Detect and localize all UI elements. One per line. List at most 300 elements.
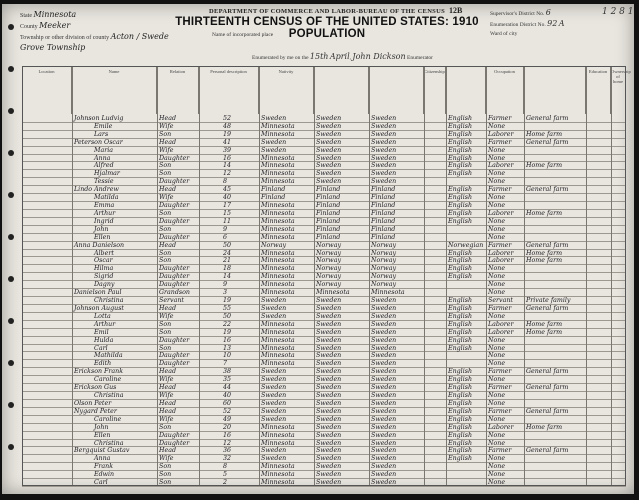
cell-ind: Home farm xyxy=(526,423,563,431)
column-header: Education xyxy=(586,66,611,114)
cell-ind: Home farm xyxy=(526,257,563,265)
cell-fb: Sweden xyxy=(316,431,342,439)
cell-birth: Minnesota xyxy=(261,328,295,336)
cell-lang: English xyxy=(448,344,472,352)
cell-rel: Daughter xyxy=(159,273,190,281)
cell-age: 45 xyxy=(223,186,232,194)
cell-mb: Finland xyxy=(371,225,396,233)
cell-name: Arthur xyxy=(94,320,116,328)
cell-fb: Sweden xyxy=(316,320,342,328)
cell-lang: English xyxy=(448,407,472,415)
cell-age: 20 xyxy=(223,423,232,431)
cell-age: 14 xyxy=(223,162,232,170)
cell-rel: Son xyxy=(159,162,172,170)
cell-birth: Sweden xyxy=(261,138,287,146)
cell-fb: Sweden xyxy=(316,479,342,487)
enumerated-line: Enumerated by me on the 15th April, John Dickson Enumerator xyxy=(252,52,433,61)
column-header: Occupation xyxy=(486,66,524,114)
cell-rel: Daughter xyxy=(159,233,190,241)
cell-rel: Head xyxy=(159,138,177,146)
cell-occ: Farmer xyxy=(488,384,512,392)
cell-mb: Sweden xyxy=(371,360,397,368)
cell-mb: Sweden xyxy=(371,122,397,130)
cell-age: 24 xyxy=(223,249,232,257)
cell-ind: General farm xyxy=(526,407,569,415)
binder-hole xyxy=(8,108,14,114)
cell-birth: Minnesota xyxy=(261,439,295,447)
cell-lang: English xyxy=(448,202,472,210)
column-header: Name xyxy=(72,66,157,114)
cell-fb: Sweden xyxy=(316,344,342,352)
cell-ind: Home farm xyxy=(526,162,563,170)
cell-birth: Sweden xyxy=(261,407,287,415)
cell-rel: Son xyxy=(159,344,172,352)
cell-rel: Son xyxy=(159,423,172,431)
binder-hole xyxy=(8,66,14,72)
cell-birth: Minnesota xyxy=(261,423,295,431)
cell-occ: None xyxy=(488,273,506,281)
cell-rel: Head xyxy=(159,186,177,194)
cell-occ: None xyxy=(488,281,506,289)
cell-mb: Sweden xyxy=(371,399,397,407)
cell-occ: Farmer xyxy=(488,407,512,415)
cell-birth: Minnesota xyxy=(261,209,295,217)
binder-hole xyxy=(8,276,14,282)
cell-age: 41 xyxy=(223,138,232,146)
cell-occ: None xyxy=(488,194,506,202)
cell-occ: Laborer xyxy=(488,328,514,336)
cell-age: 52 xyxy=(223,115,232,122)
cell-ind: General farm xyxy=(526,304,569,312)
cell-rel: Son xyxy=(159,320,172,328)
cell-mb: Sweden xyxy=(371,423,397,431)
binder-hole xyxy=(8,192,14,198)
cell-age: 50 xyxy=(223,241,232,249)
cell-rel: Daughter xyxy=(159,202,190,210)
cell-occ: None xyxy=(488,455,506,463)
cell-occ: None xyxy=(488,431,506,439)
enumerator-name: John Dickson xyxy=(352,52,406,61)
cell-age: 17 xyxy=(223,202,232,210)
cell-name: Ellen xyxy=(94,233,111,241)
cell-age: 11 xyxy=(223,217,232,225)
cell-birth: Minnesota xyxy=(261,273,295,281)
cell-mb: Sweden xyxy=(371,463,397,471)
cell-name: Ellen xyxy=(94,431,111,439)
cell-lang: English xyxy=(448,194,472,202)
cell-age: 19 xyxy=(223,130,232,138)
cell-mb: Finland xyxy=(371,233,396,241)
cell-birth: Sweden xyxy=(261,304,287,312)
cell-occ: Farmer xyxy=(488,304,512,312)
cell-mb: Norway xyxy=(371,281,397,289)
cell-rel: Daughter xyxy=(159,439,190,447)
cell-mb: Finland xyxy=(371,202,396,210)
cell-birth: Minnesota xyxy=(261,463,295,471)
cell-occ: None xyxy=(488,146,506,154)
sheet-number: 12B xyxy=(449,6,463,15)
cell-occ: None xyxy=(488,202,506,210)
cell-mb: Sweden xyxy=(371,447,397,455)
cell-name: Olson Peter xyxy=(74,399,112,407)
cell-age: 40 xyxy=(223,194,232,202)
binder-hole xyxy=(8,234,14,240)
cell-age: 9 xyxy=(223,281,228,289)
cell-birth: Minnesota xyxy=(261,162,295,170)
cell-rel: Wife xyxy=(159,194,174,202)
cell-fb: Norway xyxy=(316,281,342,289)
cell-fb: Sweden xyxy=(316,447,342,455)
cell-mb: Sweden xyxy=(371,336,397,344)
cell-birth: Sweden xyxy=(261,447,287,455)
cell-mb: Sweden xyxy=(371,304,397,312)
cell-occ: None xyxy=(488,154,506,162)
cell-rel: Son xyxy=(159,463,172,471)
cell-birth: Minnesota xyxy=(261,249,295,257)
cell-rel: Son xyxy=(159,130,172,138)
binder-hole xyxy=(8,318,14,324)
cell-mb: Sweden xyxy=(371,320,397,328)
cell-name: Oscar xyxy=(94,257,113,265)
cell-fb: Finland xyxy=(316,209,341,217)
cell-birth: Minnesota xyxy=(261,225,295,233)
cell-mb: Sweden xyxy=(371,368,397,376)
cell-mb: Norway xyxy=(371,249,397,257)
cell-birth: Minnesota xyxy=(261,479,295,487)
cell-rel: Wife xyxy=(159,455,174,463)
supervisor-label: Supervisor's District No. xyxy=(490,11,545,17)
cell-name: Christina xyxy=(94,439,124,447)
cell-mb: Norway xyxy=(371,265,397,273)
cell-rel: Son xyxy=(159,479,172,487)
cell-name: John xyxy=(94,225,109,233)
cell-occ: None xyxy=(488,471,506,479)
header-right xyxy=(490,8,630,39)
ward-label: Ward of city xyxy=(490,31,518,37)
binder-hole xyxy=(8,360,14,366)
cell-mb: Sweden xyxy=(371,170,397,178)
cell-name: Carl xyxy=(94,479,108,487)
cell-lang: English xyxy=(448,146,472,154)
cell-ind: General farm xyxy=(526,186,569,194)
cell-fb: Sweden xyxy=(316,115,342,122)
cell-fb: Finland xyxy=(316,202,341,210)
cell-age: 6 xyxy=(223,233,228,241)
cell-occ: None xyxy=(488,178,506,186)
cell-name: Anna xyxy=(94,154,111,162)
cell-rel: Daughter xyxy=(159,431,190,439)
cell-lang: English xyxy=(448,130,472,138)
cell-rel: Daughter xyxy=(159,336,190,344)
cell-rel: Head xyxy=(159,115,177,122)
cell-lang: English xyxy=(448,320,472,328)
cell-name: Carl xyxy=(94,344,108,352)
cell-mb: Norway xyxy=(371,257,397,265)
cell-name: Erickson Gus xyxy=(74,384,117,392)
cell-lang: English xyxy=(448,115,472,122)
cell-birth: Sweden xyxy=(261,415,287,423)
cell-mb: Sweden xyxy=(371,344,397,352)
cell-rel: Head xyxy=(159,447,177,455)
cell-fb: Sweden xyxy=(316,368,342,376)
cell-rel: Daughter xyxy=(159,265,190,273)
cell-fb: Sweden xyxy=(316,352,342,360)
cell-ind: Home farm xyxy=(526,320,563,328)
cell-mb: Norway xyxy=(371,273,397,281)
cell-birth: Sweden xyxy=(261,399,287,407)
cell-fb: Sweden xyxy=(316,312,342,320)
cell-ind: General farm xyxy=(526,368,569,376)
cell-fb: Sweden xyxy=(316,423,342,431)
cell-rel: Son xyxy=(159,257,172,265)
cell-ind: General farm xyxy=(526,384,569,392)
cell-occ: None xyxy=(488,170,506,178)
column-header: Nativity xyxy=(259,66,314,114)
cell-age: 39 xyxy=(223,146,232,154)
cell-birth: Sweden xyxy=(261,115,287,122)
cell-lang: English xyxy=(448,368,472,376)
cell-mb: Norway xyxy=(371,241,397,249)
cell-occ: None xyxy=(488,336,506,344)
cell-rel: Servant xyxy=(159,297,184,305)
cell-fb: Sweden xyxy=(316,170,342,178)
cell-occ: Farmer xyxy=(488,368,512,376)
cell-birth: Minnesota xyxy=(261,471,295,479)
cell-fb: Sweden xyxy=(316,304,342,312)
cell-name: Edwin xyxy=(94,471,115,479)
cell-rel: Son xyxy=(159,170,172,178)
cell-ind: Home farm xyxy=(526,249,563,257)
cell-mb: Sweden xyxy=(371,352,397,360)
cell-mb: Sweden xyxy=(371,130,397,138)
cell-rel: Son xyxy=(159,249,172,257)
cell-rel: Daughter xyxy=(159,217,190,225)
cell-fb: Sweden xyxy=(316,336,342,344)
cell-name: Edith xyxy=(94,360,112,368)
cell-birth: Minnesota xyxy=(261,122,295,130)
cell-mb: Sweden xyxy=(371,312,397,320)
cell-birth: Minnesota xyxy=(261,233,295,241)
cell-birth: Minnesota xyxy=(261,202,295,210)
state-value: Minnesota xyxy=(33,10,77,19)
cell-lang: English xyxy=(448,162,472,170)
cell-age: 16 xyxy=(223,154,232,162)
cell-mb: Sweden xyxy=(371,115,397,122)
cell-rel: Grandson xyxy=(159,289,190,297)
cell-fb: Sweden xyxy=(316,407,342,415)
cell-mb: Sweden xyxy=(371,479,397,487)
cell-mb: Sweden xyxy=(371,384,397,392)
cell-fb: Norway xyxy=(316,249,342,257)
column-header: Location xyxy=(22,66,72,114)
cell-lang: English xyxy=(448,384,472,392)
cell-birth: Minnesota xyxy=(261,352,295,360)
department-heading: DEPARTMENT OF COMMERCE AND LABOR-BUREAU OF THE CENSUS xyxy=(208,8,446,15)
cell-birth: Minnesota xyxy=(261,257,295,265)
place-label: Name of incorporated place xyxy=(212,32,274,38)
cell-lang: English xyxy=(448,209,472,217)
cell-ind: Home farm xyxy=(526,130,563,138)
cell-occ: None xyxy=(488,312,506,320)
cell-fb: Norway xyxy=(316,265,342,273)
cell-age: 40 xyxy=(223,392,232,400)
cell-name: Matilda xyxy=(94,194,119,202)
cell-age: 14 xyxy=(223,273,232,281)
cell-mb: Sweden xyxy=(371,328,397,336)
cell-mb: Sweden xyxy=(371,162,397,170)
cell-name: Alfred xyxy=(94,162,114,170)
cell-occ: Laborer xyxy=(488,249,514,257)
cell-fb: Sweden xyxy=(316,399,342,407)
cell-lang: English xyxy=(448,439,472,447)
cell-occ: None xyxy=(488,392,506,400)
cell-occ: Farmer xyxy=(488,186,512,194)
binder-hole xyxy=(8,444,14,450)
cell-rel: Son xyxy=(159,471,172,479)
cell-occ: None xyxy=(488,479,506,487)
cell-rel: Wife xyxy=(159,146,174,154)
cell-fb: Finland xyxy=(316,233,341,241)
cell-birth: Sweden xyxy=(261,455,287,463)
cell-name: Christina xyxy=(94,392,124,400)
cell-lang: English xyxy=(448,431,472,439)
cell-occ: None xyxy=(488,225,506,233)
cell-birth: Minnesota xyxy=(261,289,295,297)
cell-age: 48 xyxy=(223,122,232,130)
township-value: Acton / Swede Grove Township xyxy=(20,32,169,52)
cell-occ: None xyxy=(488,352,506,360)
cell-age: 15 xyxy=(223,209,232,217)
cell-lang: English xyxy=(448,415,472,423)
cell-occ: Laborer xyxy=(488,320,514,328)
cell-fb: Sweden xyxy=(316,439,342,447)
cell-mb: Sweden xyxy=(371,138,397,146)
cell-name: Lars xyxy=(94,130,109,138)
cell-lang: English xyxy=(448,423,472,431)
cell-rel: Wife xyxy=(159,312,174,320)
cell-name: Emil xyxy=(94,328,109,336)
cell-occ: Laborer xyxy=(488,130,514,138)
cell-occ: None xyxy=(488,122,506,130)
place-line xyxy=(212,32,273,38)
binder-hole xyxy=(8,150,14,156)
enumerated-day: 15th xyxy=(309,52,329,61)
cell-age: 2 xyxy=(223,479,228,487)
cell-age: 12 xyxy=(223,170,232,178)
cell-lang: English xyxy=(448,154,472,162)
cell-occ: None xyxy=(488,399,506,407)
cell-lang: English xyxy=(448,328,472,336)
cell-lang: English xyxy=(448,399,472,407)
cell-fb: Finland xyxy=(316,217,341,225)
cell-age: 36 xyxy=(223,447,232,455)
cell-mb: Sweden xyxy=(371,439,397,447)
cell-age: 32 xyxy=(223,455,232,463)
cell-rel: Daughter xyxy=(159,352,190,360)
enumeration-label: Enumeration District No. xyxy=(490,22,546,28)
cell-name: John xyxy=(94,423,109,431)
cell-fb: Sweden xyxy=(316,455,342,463)
cell-name: Hilma xyxy=(94,265,114,273)
cell-name: Anna xyxy=(94,455,111,463)
cell-fb: Sweden xyxy=(316,138,342,146)
cell-lang: English xyxy=(448,122,472,130)
cell-lang: English xyxy=(448,249,472,257)
cell-lang: English xyxy=(448,392,472,400)
cell-fb: Sweden xyxy=(316,471,342,479)
cell-mb: Sweden xyxy=(371,471,397,479)
cell-birth: Sweden xyxy=(261,368,287,376)
cell-fb: Norway xyxy=(316,257,342,265)
cell-occ: Farmer xyxy=(488,447,512,455)
cell-age: 12 xyxy=(223,439,232,447)
cell-occ: None xyxy=(488,217,506,225)
cell-lang: English xyxy=(448,447,472,455)
cell-rel: Wife xyxy=(159,376,174,384)
cell-lang: English xyxy=(448,265,472,273)
cell-age: 49 xyxy=(223,415,232,423)
cell-lang: English xyxy=(448,273,472,281)
cell-age: 16 xyxy=(223,336,232,344)
township-label: Township or other division of county xyxy=(20,35,110,41)
cell-rel: Daughter xyxy=(159,154,190,162)
cell-occ: None xyxy=(488,376,506,384)
cell-occ: Servant xyxy=(488,297,513,305)
cell-age: 21 xyxy=(223,257,232,265)
cell-occ: Laborer xyxy=(488,423,514,431)
cell-ind: General farm xyxy=(526,115,569,122)
cell-birth: Norway xyxy=(261,241,287,249)
cell-name: Johnson Ludvig xyxy=(74,115,124,122)
cell-name: Lindo Andrew xyxy=(74,186,119,194)
cell-age: 8 xyxy=(223,463,228,471)
binder-hole xyxy=(8,402,14,408)
cell-lang: English xyxy=(448,257,472,265)
cell-birth: Finland xyxy=(261,186,286,194)
cell-mb: Sweden xyxy=(371,154,397,162)
cell-birth: Finland xyxy=(261,194,286,202)
cell-birth: Sweden xyxy=(261,146,287,154)
cell-name: Ingrid xyxy=(94,217,114,225)
cell-lang: English xyxy=(448,217,472,225)
cell-ind: Home farm xyxy=(526,209,563,217)
cell-fb: Sweden xyxy=(316,463,342,471)
cell-fb: Sweden xyxy=(316,392,342,400)
cell-lang: English xyxy=(448,336,472,344)
cell-name: Peterson Oscar xyxy=(74,138,123,146)
cell-fb: Minnesota xyxy=(316,289,350,297)
cell-rel: Head xyxy=(159,407,177,415)
cell-rel: Daughter xyxy=(159,281,190,289)
cell-birth: Minnesota xyxy=(261,320,295,328)
cell-fb: Sweden xyxy=(316,384,342,392)
cell-fb: Sweden xyxy=(316,146,342,154)
column-header: Relation xyxy=(157,66,199,114)
cell-age: 22 xyxy=(223,320,232,328)
cell-lang: English xyxy=(448,297,472,305)
cell-lang: English xyxy=(448,312,472,320)
cell-fb: Finland xyxy=(316,225,341,233)
cell-birth: Sweden xyxy=(261,312,287,320)
cell-age: 7 xyxy=(223,360,228,368)
cell-birth: Minnesota xyxy=(261,217,295,225)
cell-fb: Norway xyxy=(316,273,342,281)
cell-age: 19 xyxy=(223,297,232,305)
cell-birth: Minnesota xyxy=(261,431,295,439)
cell-birth: Minnesota xyxy=(261,360,295,368)
cell-name: Maria xyxy=(94,146,113,154)
cell-name: Caroline xyxy=(94,415,122,423)
